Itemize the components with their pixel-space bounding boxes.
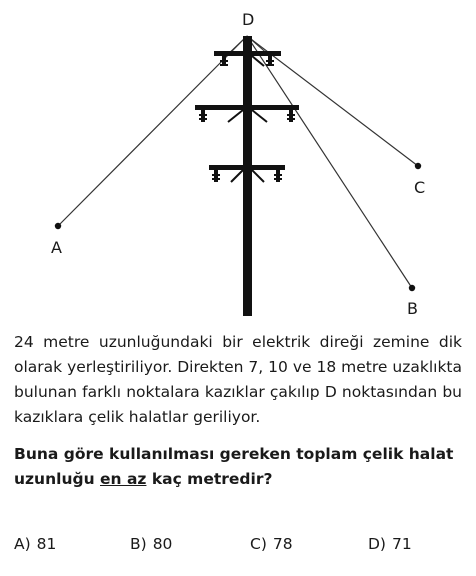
option-c-label: C) [250, 535, 267, 553]
pole [243, 36, 252, 316]
option-c-value: 78 [272, 535, 293, 553]
label-c: C [414, 178, 426, 197]
option-c[interactable] [250, 535, 293, 553]
cable-d-b [247, 36, 412, 288]
question-emphasis: en az [100, 470, 147, 488]
option-d-label: D) [368, 535, 386, 553]
label-d: D [242, 10, 255, 29]
option-d[interactable] [368, 535, 412, 553]
label-a: A [51, 238, 62, 257]
question-after: kaç metredir? [146, 470, 273, 488]
answer-options [14, 535, 462, 561]
point-a [55, 223, 61, 229]
question-before: Buna göre kullanılması gereken toplam çelik halat uzunluğu [14, 445, 454, 488]
option-a-label: A) [14, 535, 31, 553]
label-b: B [407, 299, 418, 318]
option-b[interactable] [130, 535, 172, 553]
option-b-value: 80 [152, 535, 173, 553]
point-c [415, 163, 421, 169]
point-b [409, 285, 415, 291]
option-d-value: 71 [391, 535, 412, 553]
cable-d-a [58, 36, 247, 226]
option-b-label: B) [130, 535, 147, 553]
problem-paragraph: 24 metre uzunluğundaki bir elektrik direği zemine dik olarak yerleştiriliyor. Direkten 7, 10 ve 18 metre uzaklıkta bulunan farklı noktalara kazıklar çakılıp D noktasından bu kazıklara çelik halatlar geriliyor. [14, 333, 462, 426]
problem-text [14, 330, 462, 492]
question [14, 442, 462, 492]
option-a-value: 81 [36, 535, 57, 553]
option-a[interactable] [14, 535, 56, 553]
